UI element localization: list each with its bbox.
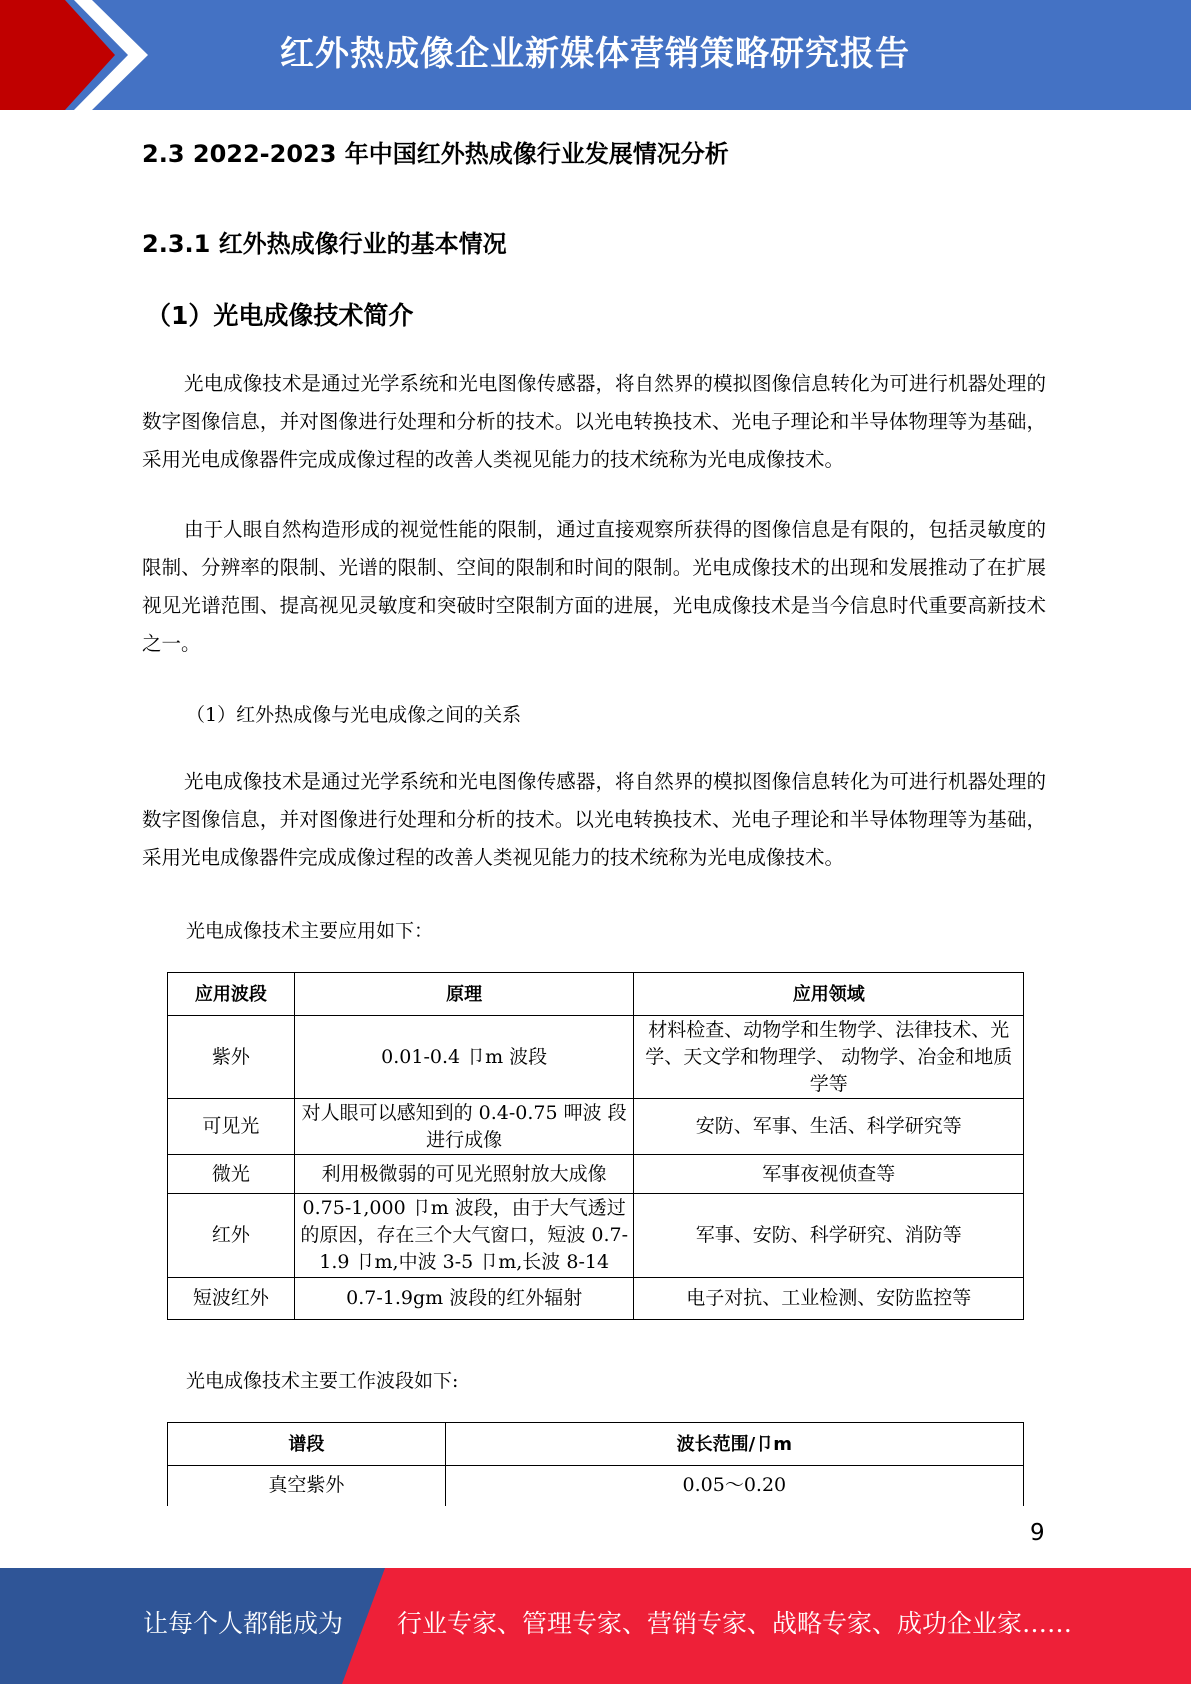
table-cell: 0.05～0.20 [445,1466,1023,1506]
table-row [168,1155,1024,1194]
table-cell: 微光 [168,1155,295,1194]
footer-slogan-right: 行业专家、管理专家、营销专家、战略专家、成功企业家…… [397,1609,1073,1638]
table-header-cell: 波长范围/卩m [445,1423,1023,1466]
table-cell: 利用极微弱的可见光照射放大成像 [294,1155,634,1194]
table-header-cell: 原理 [294,973,634,1016]
paragraph-1: 光电成像技术是通过光学系统和光电图像传感器，将自然界的模拟图像信息转化为可进行机器处理的数字图像信息，并对图像进行处理和分析的技术。以光电转换技术、光电子理论和半导体物理等为基础，采用光电成像器件完成成像过程的改善人类视见能力的技术统称为光电成像技术。 [142,372,1046,471]
table-header-cell: 应用波段 [168,973,295,1016]
bands-intro: 光电成像技术主要工作波段如下: [186,1370,459,1392]
footer-banner [0,1568,1191,1684]
table-row [168,1099,1024,1155]
subsection-heading: 2.3.1 红外热成像行业的基本情况 [142,230,507,258]
footer-slogan-left: 让每个人都能成为 [143,1609,344,1638]
relation-subheading: （1）红外热成像与光电成像之间的关系 [186,704,522,726]
table-header-cell: 谱段 [168,1423,446,1466]
table-cell: 电子对抗、工业检测、安防监控等 [634,1278,1024,1320]
table-row [168,1278,1024,1320]
table-cell: 紫外 [168,1016,295,1099]
table-cell: 0.01-0.4 卩m 波段 [294,1016,634,1099]
bands-table [167,1422,1024,1506]
table-cell: 军事、安防、科学研究、消防等 [634,1194,1024,1278]
table-cell: 对人眼可以感知到的 0.4-0.75 呷波 段进行成像 [294,1099,634,1155]
table-cell: 可见光 [168,1099,295,1155]
table-row [168,1466,1024,1506]
report-title: 红外热成像企业新媒体营销策略研究报告 [280,34,910,74]
table-cell: 真空紫外 [168,1466,446,1506]
table-header-row [168,1423,1024,1466]
paragraph-2: 由于人眼自然构造形成的视觉性能的限制，通过直接观察所获得的图像信息是有限的，包括灵敏度的限制、分辨率的限制、光谱的限制、空间的限制和时间的限制。光电成像技术的出现和发展推动了在扩展视见光谱范围、提高视见灵敏度和突破时空限制方面的进展，光电成像技术是当今信息时代重要高新技术之一。 [142,518,1046,655]
table-cell: 安防、军事、生活、科学研究等 [634,1099,1024,1155]
section-heading: 2.3 2022-2023 年中国红外热成像行业发展情况分析 [142,140,729,168]
table-cell: 材料检查、动物学和生物学、法律技术、光学、天文学和物理学、 动物学、冶金和地质学等 [634,1016,1024,1099]
header-arrow-decoration [0,0,150,110]
paragraph-3: 光电成像技术是通过光学系统和光电图像传感器，将自然界的模拟图像信息转化为可进行机器处理的数字图像信息，并对图像进行处理和分析的技术。以光电转换技术、光电子理论和半导体物理等为基础，采用光电成像器件完成成像过程的改善人类视见能力的技术统称为光电成像技术。 [142,770,1046,869]
header-banner [0,0,1191,110]
table-cell: 军事夜视侦查等 [634,1155,1024,1194]
table-cell: 0.75-1,000 卩m 波段，由于大气透过的原因，存在三个大气窗口，短波 0.7-1.9 卩m,中波 3-5 卩m,长波 8-14 [294,1194,634,1278]
subsubsection-heading: （1）光电成像技术简介 [146,301,414,330]
table-header-cell: 应用领域 [634,973,1024,1016]
page-number: 9 [1030,1520,1045,1546]
table-cell: 0.7-1.9gm 波段的红外辐射 [294,1278,634,1320]
table-cell: 红外 [168,1194,295,1278]
table-header-row [168,973,1024,1016]
applications-intro: 光电成像技术主要应用如下： [186,920,434,942]
table-row [168,1194,1024,1278]
table-cell: 短波红外 [168,1278,295,1320]
applications-table [167,972,1024,1320]
table-row [168,1016,1024,1099]
